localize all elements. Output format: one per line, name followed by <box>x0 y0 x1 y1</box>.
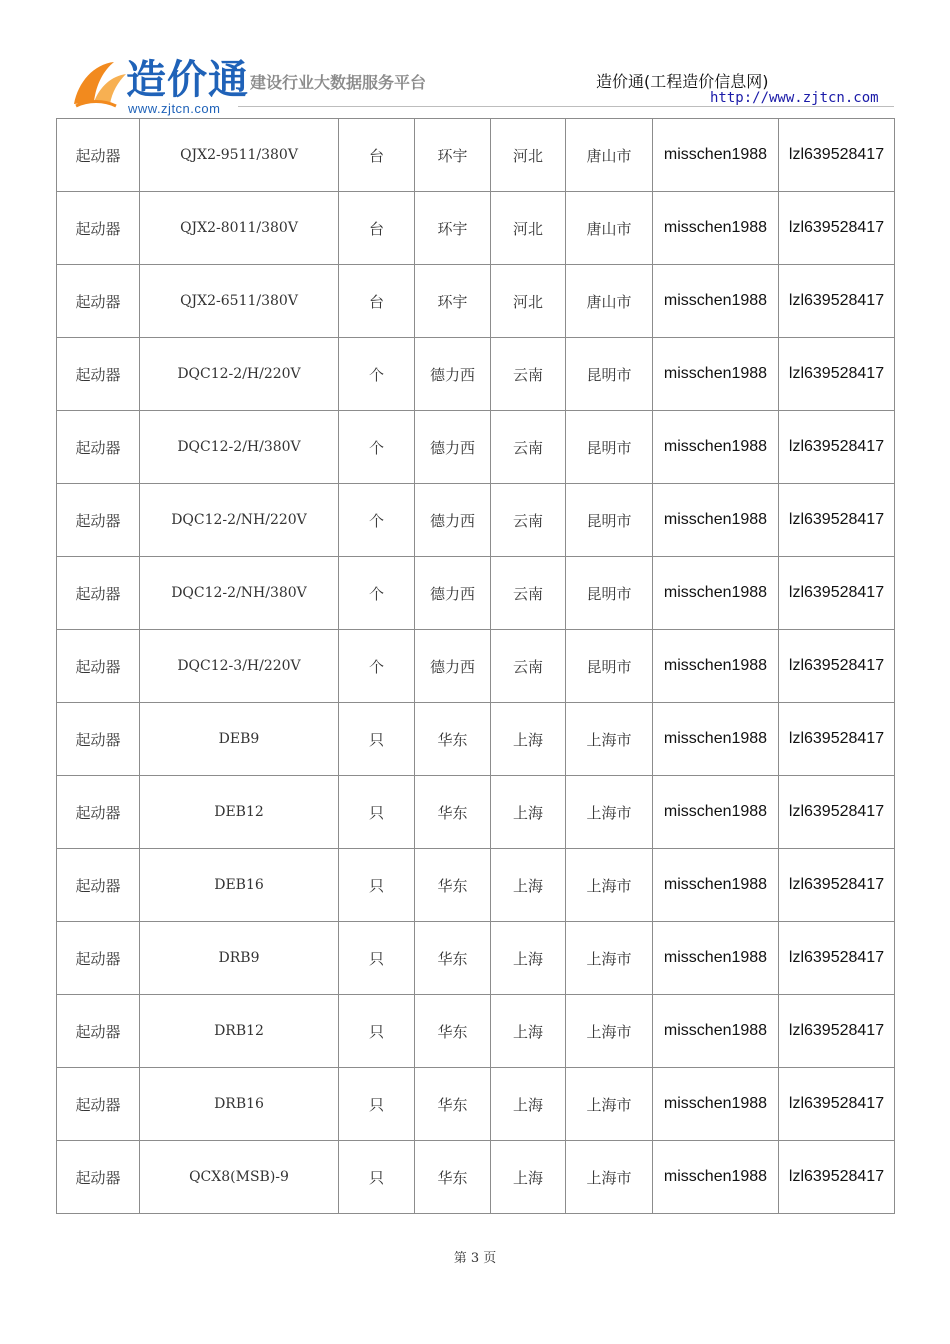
qq-cell: lzl639528417 <box>779 557 895 630</box>
province-cell: 河北 <box>491 192 566 265</box>
province-cell: 云南 <box>491 411 566 484</box>
model-cell: QJX2-8011/380V <box>140 192 339 265</box>
product-name-cell: 起动器 <box>57 484 140 557</box>
unit-cell: 台 <box>339 119 415 192</box>
model-cell: DQC12-3/H/220V <box>140 630 339 703</box>
brand-cell: 德力西 <box>415 557 491 630</box>
site-url-link[interactable]: http://www.zjtcn.com <box>710 90 879 106</box>
contact-cell: misschen1988 <box>653 776 779 849</box>
city-cell: 昆明市 <box>566 338 653 411</box>
unit-cell: 只 <box>339 1141 415 1214</box>
unit-cell: 个 <box>339 484 415 557</box>
product-name-cell: 起动器 <box>57 1141 140 1214</box>
qq-cell: lzl639528417 <box>779 265 895 338</box>
table-row <box>57 922 895 995</box>
city-cell: 唐山市 <box>566 119 653 192</box>
unit-cell: 台 <box>339 192 415 265</box>
brand-cell: 华东 <box>415 1068 491 1141</box>
province-cell: 云南 <box>491 484 566 557</box>
page-number: 第 3 页 <box>453 1251 497 1266</box>
table-row <box>57 703 895 776</box>
contact-cell: misschen1988 <box>653 1068 779 1141</box>
brand-cell: 德力西 <box>415 630 491 703</box>
brand-name: 造价通 <box>126 57 249 103</box>
unit-cell: 只 <box>339 849 415 922</box>
price-table-container <box>56 118 894 1214</box>
brand-cell: 华东 <box>415 922 491 995</box>
city-cell: 上海市 <box>566 703 653 776</box>
unit-cell: 只 <box>339 1068 415 1141</box>
qq-cell: lzl639528417 <box>779 1141 895 1214</box>
zjtcn-logo-icon <box>70 58 130 110</box>
qq-cell: lzl639528417 <box>779 484 895 557</box>
table-body <box>57 119 895 1214</box>
qq-cell: lzl639528417 <box>779 411 895 484</box>
contact-cell: misschen1988 <box>653 484 779 557</box>
table-row <box>57 995 895 1068</box>
contact-cell: misschen1988 <box>653 703 779 776</box>
city-cell: 昆明市 <box>566 557 653 630</box>
model-cell: DEB12 <box>140 776 339 849</box>
city-cell: 上海市 <box>566 995 653 1068</box>
price-table <box>56 118 895 1214</box>
site-name: 造价通(工程造价信息网) <box>596 72 769 91</box>
model-cell: DRB9 <box>140 922 339 995</box>
brand-cell: 华东 <box>415 1141 491 1214</box>
qq-cell: lzl639528417 <box>779 119 895 192</box>
table-row <box>57 484 895 557</box>
qq-cell: lzl639528417 <box>779 703 895 776</box>
model-cell: DRB12 <box>140 995 339 1068</box>
province-cell: 云南 <box>491 557 566 630</box>
qq-cell: lzl639528417 <box>779 630 895 703</box>
brand-cell: 华东 <box>415 703 491 776</box>
city-cell: 唐山市 <box>566 265 653 338</box>
brand-cell: 德力西 <box>415 484 491 557</box>
header-divider <box>238 106 894 107</box>
brand-cell: 德力西 <box>415 338 491 411</box>
table-row <box>57 1141 895 1214</box>
product-name-cell: 起动器 <box>57 119 140 192</box>
qq-cell: lzl639528417 <box>779 1068 895 1141</box>
unit-cell: 只 <box>339 995 415 1068</box>
brand-cell: 环宇 <box>415 265 491 338</box>
model-cell: DQC12-2/NH/380V <box>140 557 339 630</box>
province-cell: 上海 <box>491 995 566 1068</box>
contact-cell: misschen1988 <box>653 192 779 265</box>
table-row <box>57 630 895 703</box>
contact-cell: misschen1988 <box>653 411 779 484</box>
qq-cell: lzl639528417 <box>779 192 895 265</box>
province-cell: 上海 <box>491 922 566 995</box>
city-cell: 上海市 <box>566 1068 653 1141</box>
brand-url: www.zjtcn.com <box>128 101 221 116</box>
province-cell: 上海 <box>491 703 566 776</box>
product-name-cell: 起动器 <box>57 411 140 484</box>
product-name-cell: 起动器 <box>57 192 140 265</box>
product-name-cell: 起动器 <box>57 1068 140 1141</box>
unit-cell: 只 <box>339 922 415 995</box>
qq-cell: lzl639528417 <box>779 849 895 922</box>
unit-cell: 个 <box>339 338 415 411</box>
unit-cell: 个 <box>339 411 415 484</box>
table-row <box>57 776 895 849</box>
brand-cell: 华东 <box>415 849 491 922</box>
qq-cell: lzl639528417 <box>779 922 895 995</box>
product-name-cell: 起动器 <box>57 776 140 849</box>
product-name-cell: 起动器 <box>57 630 140 703</box>
table-row <box>57 411 895 484</box>
brand-cell: 华东 <box>415 995 491 1068</box>
city-cell: 昆明市 <box>566 411 653 484</box>
city-cell: 昆明市 <box>566 484 653 557</box>
brand-cell: 环宇 <box>415 192 491 265</box>
model-cell: QCX8(MSB)-9 <box>140 1141 339 1214</box>
contact-cell: misschen1988 <box>653 995 779 1068</box>
province-cell: 云南 <box>491 630 566 703</box>
city-cell: 上海市 <box>566 849 653 922</box>
product-name-cell: 起动器 <box>57 557 140 630</box>
table-row <box>57 849 895 922</box>
contact-cell: misschen1988 <box>653 1141 779 1214</box>
brand-cell: 华东 <box>415 776 491 849</box>
province-cell: 云南 <box>491 338 566 411</box>
model-cell: DQC12-2/H/220V <box>140 338 339 411</box>
province-cell: 上海 <box>491 1068 566 1141</box>
unit-cell: 只 <box>339 703 415 776</box>
city-cell: 上海市 <box>566 922 653 995</box>
contact-cell: misschen1988 <box>653 630 779 703</box>
city-cell: 昆明市 <box>566 630 653 703</box>
product-name-cell: 起动器 <box>57 995 140 1068</box>
product-name-cell: 起动器 <box>57 338 140 411</box>
qq-cell: lzl639528417 <box>779 776 895 849</box>
brand-cell: 德力西 <box>415 411 491 484</box>
product-name-cell: 起动器 <box>57 849 140 922</box>
model-cell: DEB16 <box>140 849 339 922</box>
contact-cell: misschen1988 <box>653 922 779 995</box>
table-row <box>57 338 895 411</box>
contact-cell: misschen1988 <box>653 265 779 338</box>
model-cell: QJX2-9511/380V <box>140 119 339 192</box>
table-row <box>57 192 895 265</box>
unit-cell: 个 <box>339 630 415 703</box>
model-cell: QJX2-6511/380V <box>140 265 339 338</box>
unit-cell: 台 <box>339 265 415 338</box>
contact-cell: misschen1988 <box>653 119 779 192</box>
qq-cell: lzl639528417 <box>779 338 895 411</box>
city-cell: 唐山市 <box>566 192 653 265</box>
page-header <box>0 0 950 118</box>
table-row <box>57 1068 895 1141</box>
contact-cell: misschen1988 <box>653 557 779 630</box>
contact-cell: misschen1988 <box>653 338 779 411</box>
table-row <box>57 265 895 338</box>
city-cell: 上海市 <box>566 776 653 849</box>
model-cell: DQC12-2/H/380V <box>140 411 339 484</box>
unit-cell: 只 <box>339 776 415 849</box>
tagline: 建设行业大数据服务平台 <box>250 73 427 92</box>
province-cell: 上海 <box>491 849 566 922</box>
unit-cell: 个 <box>339 557 415 630</box>
product-name-cell: 起动器 <box>57 922 140 995</box>
province-cell: 上海 <box>491 1141 566 1214</box>
city-cell: 上海市 <box>566 1141 653 1214</box>
province-cell: 上海 <box>491 776 566 849</box>
model-cell: DEB9 <box>140 703 339 776</box>
table-row <box>57 119 895 192</box>
province-cell: 河北 <box>491 265 566 338</box>
province-cell: 河北 <box>491 119 566 192</box>
contact-cell: misschen1988 <box>653 849 779 922</box>
product-name-cell: 起动器 <box>57 265 140 338</box>
model-cell: DRB16 <box>140 1068 339 1141</box>
brand-cell: 环宇 <box>415 119 491 192</box>
table-row <box>57 557 895 630</box>
model-cell: DQC12-2/NH/220V <box>140 484 339 557</box>
qq-cell: lzl639528417 <box>779 995 895 1068</box>
product-name-cell: 起动器 <box>57 703 140 776</box>
